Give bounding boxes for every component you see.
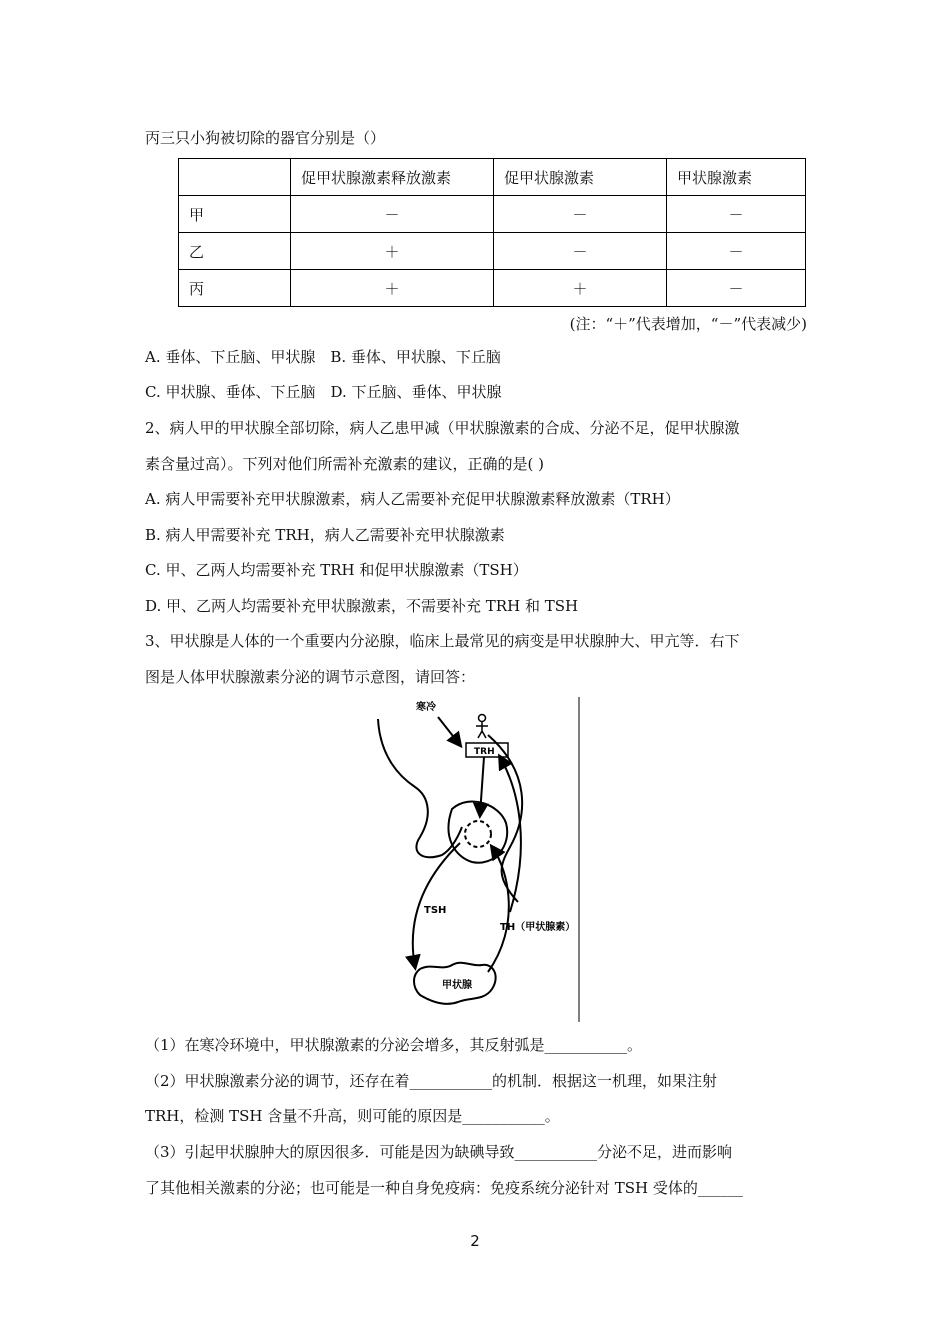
q2-option-d: D. 甲、乙两人均需要补充甲状腺激素，不需要补充 TRH 和 TSH [145, 597, 579, 615]
row-label: 乙 [179, 233, 291, 270]
table-cell: ＋ [291, 233, 494, 270]
q3-sub2-line2: TRH，检测 TSH 含量不升高，则可能的原因是___________。 [145, 1107, 560, 1125]
label-tsh: TSH [424, 905, 447, 916]
q2-option-b: B. 病人甲需要补充 TRH，病人乙需要补充甲状腺激素 [145, 526, 505, 544]
q1-option-cd: C. 甲状腺、垂体、下丘脑 D. 下丘脑、垂体、甲状腺 [145, 383, 502, 401]
table-cell: ＋ [291, 270, 494, 307]
q3-sub1: （1）在寒冷环境中，甲状腺激素的分泌会增多，其反射弧是___________。 [145, 1036, 643, 1054]
person-icon [479, 715, 486, 722]
row-label: 丙 [179, 270, 291, 307]
th-feedback-hypothalamus-arrow [500, 757, 521, 912]
q3-stem-line2: 图是人体甲状腺激素分泌的调节示意图，请回答： [145, 668, 476, 686]
page-number: 2 [470, 1232, 480, 1250]
label-thyroid: 甲状腺 [442, 980, 472, 991]
table-cell: － [291, 196, 494, 233]
table-row [179, 233, 806, 270]
row-label: 甲 [179, 196, 291, 233]
thyroid-regulation-diagram [360, 697, 590, 1022]
trh-arrow [480, 757, 484, 815]
q2-option-a: A. 病人甲需要补充甲状腺激素，病人乙需要补充促甲状腺激素释放激素（TRH） [145, 490, 680, 508]
table-cell: － [494, 233, 667, 270]
table-note: (注：“＋”代表增加，“－”代表减少) [569, 315, 807, 333]
q2-stem-line2: 素含量过高）。下列对他们所需补充激素的建议，正确的是( ) [145, 455, 544, 473]
table-cell: － [667, 233, 806, 270]
q1-option-ab: A. 垂体、下丘脑、甲状腺 B. 垂体、甲状腺、下丘脑 [145, 348, 501, 366]
pituitary-outline [449, 802, 508, 863]
th-feedback-arrow [488, 847, 509, 972]
table-row [179, 270, 806, 307]
table-header-cell: 促甲状腺激素 [494, 159, 667, 196]
q2-stem-line1: 2、病人甲的甲状腺全部切除，病人乙患甲减（甲状腺激素的合成、分泌不足，促甲状腺激 [145, 419, 740, 437]
table-header-cell: 促甲状腺激素释放激素 [291, 159, 494, 196]
q3-sub3-line2: 了其他相关激素的分泌；也可能是一种自身免疫病：免疫系统分泌针对 TSH 受体的______ [145, 1179, 743, 1197]
label-trh: TRH [474, 747, 495, 757]
label-cold: 寒冷 [416, 702, 436, 713]
table-cell: － [667, 270, 806, 307]
table-row [179, 196, 806, 233]
q3-sub2-line1: （2）甲状腺激素分泌的调节，还存在着___________的机制．根据这一机理，如果注射 [145, 1072, 718, 1090]
cold-arrow [438, 717, 460, 745]
table-cell: ＋ [494, 270, 667, 307]
pituitary-dashed-circle [465, 821, 491, 847]
table-header-cell [179, 159, 291, 196]
label-th: TH（甲状腺素） [500, 922, 576, 933]
intro-line: 丙三只小狗被切除的器官分别是（） [145, 129, 386, 147]
table-header-row [179, 159, 806, 196]
q2-option-c: C. 甲、乙两人均需要补充 TRH 和促甲状腺激素（TSH） [145, 561, 528, 579]
person-icon-body [476, 722, 488, 738]
q3-sub3-line1: （3）引起甲状腺肿大的原因很多．可能是因为缺碘导致___________分泌不足，进而影响 [145, 1143, 733, 1161]
table-header-cell: 甲状腺激素 [667, 159, 806, 196]
table-cell: － [667, 196, 806, 233]
hormone-table [178, 158, 806, 307]
q3-stem-line1: 3、甲状腺是人体的一个重要内分泌腺，临床上最常见的病变是甲状腺肿大、甲亢等．右下 [145, 632, 740, 650]
table-cell: － [494, 196, 667, 233]
